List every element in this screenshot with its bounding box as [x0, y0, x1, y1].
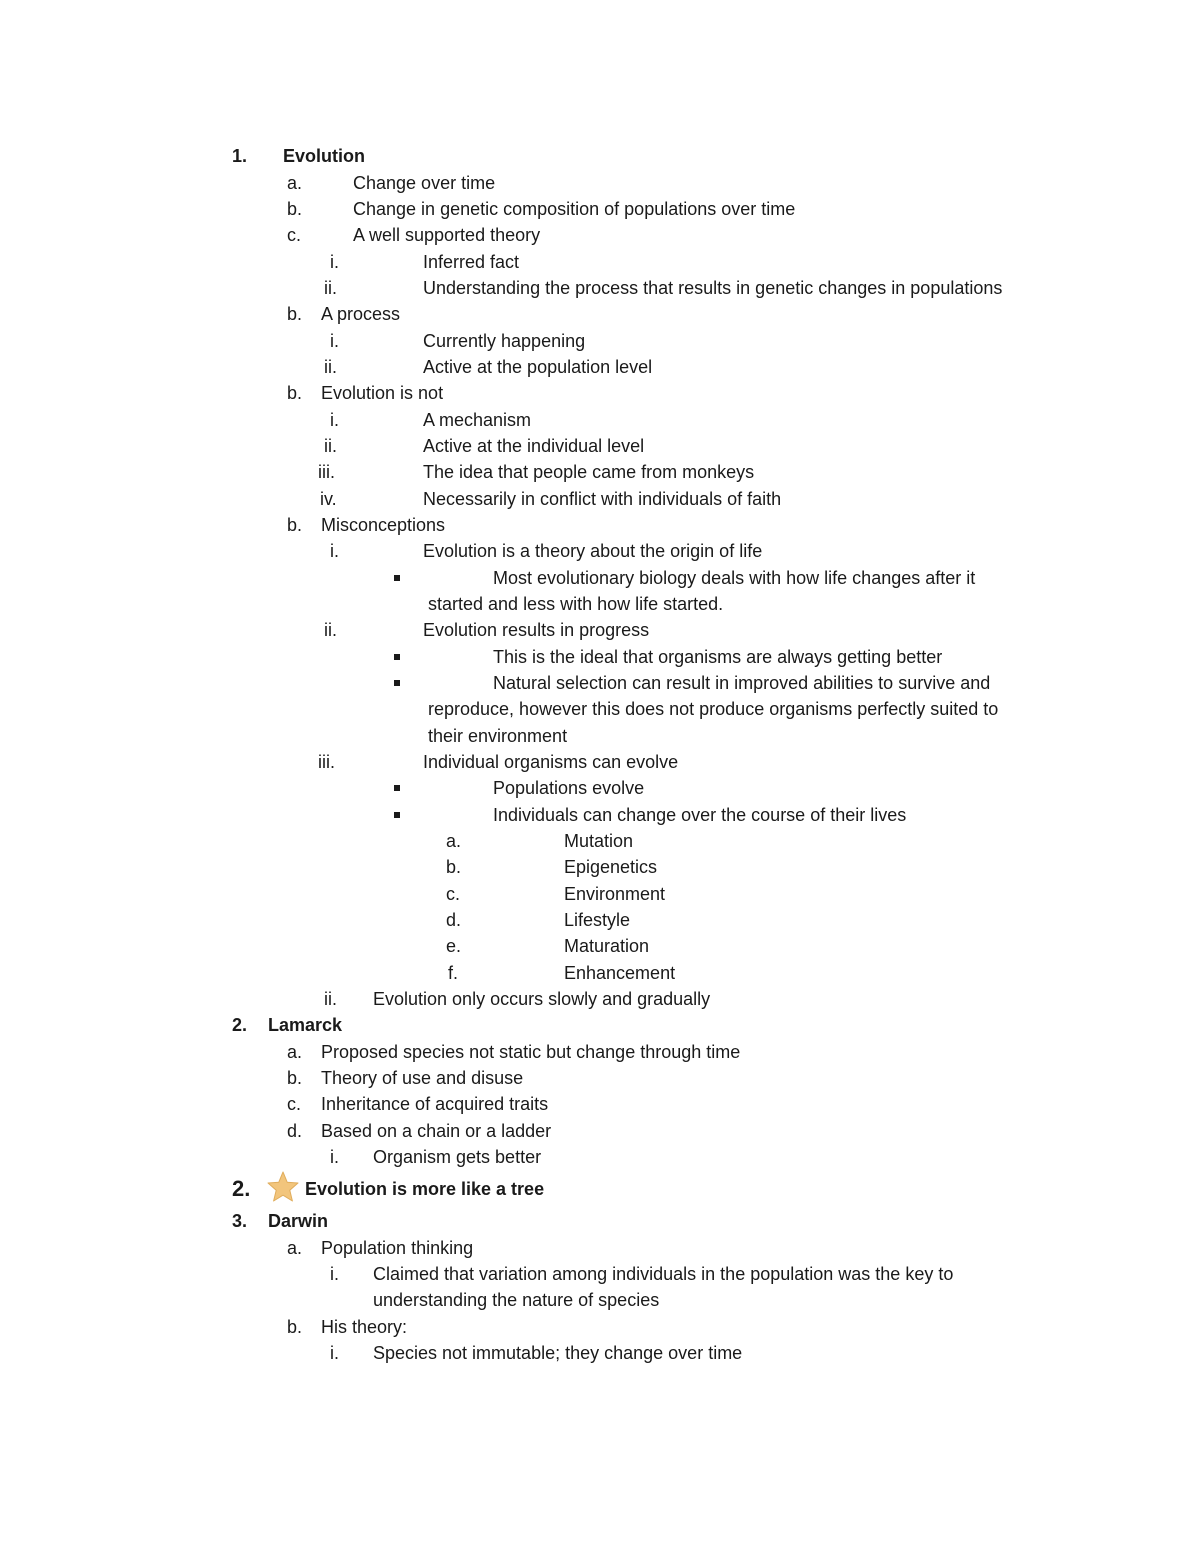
list-marker: b.	[287, 304, 303, 324]
star-icon	[266, 1170, 300, 1204]
square-bullet-icon	[394, 802, 400, 828]
outline-text: Evolution is a theory about the origin of life	[423, 541, 763, 561]
outline-text: Inferred fact	[423, 252, 520, 272]
outline-text: Evolution is not	[321, 383, 444, 403]
outline-text: The idea that people came from monkeys	[423, 462, 755, 482]
square-bullet-icon	[394, 644, 400, 670]
outline-text: A process	[321, 304, 401, 324]
list-marker: 2.	[232, 1176, 251, 1201]
list-marker: ii.	[324, 989, 337, 1009]
list-marker: b.	[446, 857, 462, 877]
list-marker: b.	[287, 199, 303, 219]
outline-text: Change in genetic composition of populations over time	[353, 199, 796, 219]
list-marker: ii.	[324, 436, 337, 456]
outline-text: Populations evolve	[493, 778, 645, 798]
list-marker: a.	[287, 173, 303, 193]
list-marker: 3.	[232, 1211, 248, 1231]
outline-text: Environment	[564, 884, 666, 904]
outline-text: Evolution is more like a tree	[305, 1179, 545, 1199]
list-marker: c.	[287, 1094, 302, 1114]
outline-text: their environment	[428, 726, 568, 746]
outline-text: Population thinking	[321, 1238, 474, 1258]
outline-text: started and less with how life started.	[428, 594, 724, 614]
list-marker: b.	[287, 515, 303, 535]
outline-text: Enhancement	[564, 963, 676, 983]
outline-text: Currently happening	[423, 331, 586, 351]
outline-text: Claimed that variation among individuals in the population was the key to	[373, 1264, 954, 1284]
outline-text: Evolution	[283, 146, 365, 166]
list-marker: i.	[330, 331, 339, 351]
list-marker: b.	[287, 383, 303, 403]
square-bullet-icon	[394, 670, 400, 696]
list-marker: e.	[446, 936, 462, 956]
outline-text: Active at the population level	[423, 357, 653, 377]
list-marker: ii.	[324, 278, 337, 298]
outline-text: Evolution only occurs slowly and gradually	[373, 989, 711, 1009]
outline-text: Necessarily in conflict with individuals of faith	[423, 489, 782, 509]
outline-text: Mutation	[564, 831, 634, 851]
list-marker: c.	[287, 225, 302, 245]
outline-text: understanding the nature of species	[373, 1290, 660, 1310]
list-marker: b.	[287, 1068, 303, 1088]
outline-text: Lifestyle	[564, 910, 631, 930]
list-marker: a.	[287, 1238, 303, 1258]
outline-text: Individuals can change over the course of their lives	[493, 805, 907, 825]
list-marker: ii.	[324, 620, 337, 640]
outline-text: reproduce, however this does not produce organisms perfectly suited to	[428, 699, 999, 719]
list-marker: b.	[287, 1317, 303, 1337]
outline-text: His theory:	[321, 1317, 408, 1337]
list-marker: 1.	[232, 146, 248, 166]
outline-text: Darwin	[268, 1211, 329, 1231]
outline-text: Maturation	[564, 936, 650, 956]
outline-text: Proposed species not static but change through time	[321, 1042, 741, 1062]
list-marker: d.	[446, 910, 462, 930]
outline-text: Natural selection can result in improved abilities to survive and	[493, 673, 991, 693]
list-marker: a.	[287, 1042, 303, 1062]
outline-text: Change over time	[353, 173, 496, 193]
list-marker: iv.	[320, 489, 337, 509]
square-bullet-icon	[394, 775, 400, 801]
list-marker: i.	[330, 1343, 339, 1363]
list-marker: 2.	[232, 1015, 248, 1035]
outline-text: Epigenetics	[564, 857, 658, 877]
list-marker: iii.	[318, 462, 335, 482]
outline-text: Lamarck	[268, 1015, 343, 1035]
list-marker: i.	[330, 541, 339, 561]
list-marker: i.	[330, 410, 339, 430]
outline-text: Misconceptions	[321, 515, 446, 535]
list-marker: i.	[330, 252, 339, 272]
list-marker: iii.	[318, 752, 335, 772]
outline-text: Theory of use and disuse	[321, 1068, 524, 1088]
list-marker: i.	[330, 1147, 339, 1167]
outline-text: Organism gets better	[373, 1147, 542, 1167]
list-marker: i.	[330, 1264, 339, 1284]
outline-text: Evolution results in progress	[423, 620, 650, 640]
outline-text: A mechanism	[423, 410, 532, 430]
outline-text: Active at the individual level	[423, 436, 645, 456]
list-marker: c.	[446, 884, 461, 904]
list-marker: ii.	[324, 357, 337, 377]
outline-text: Understanding the process that results in genetic changes in populations	[423, 278, 1003, 298]
outline-text: Most evolutionary biology deals with how life changes after it	[493, 568, 976, 588]
outline-text: Based on a chain or a ladder	[321, 1121, 552, 1141]
outline-text: This is the ideal that organisms are always getting better	[493, 647, 943, 667]
outline-text: Species not immutable; they change over time	[373, 1343, 743, 1363]
outline-text: A well supported theory	[353, 225, 541, 245]
outline-text: Individual organisms can evolve	[423, 752, 679, 772]
square-bullet-icon	[394, 565, 400, 591]
list-marker: f.	[448, 963, 459, 983]
outline-text: Inheritance of acquired traits	[321, 1094, 549, 1114]
list-marker: d.	[287, 1121, 303, 1141]
list-marker: a.	[446, 831, 462, 851]
